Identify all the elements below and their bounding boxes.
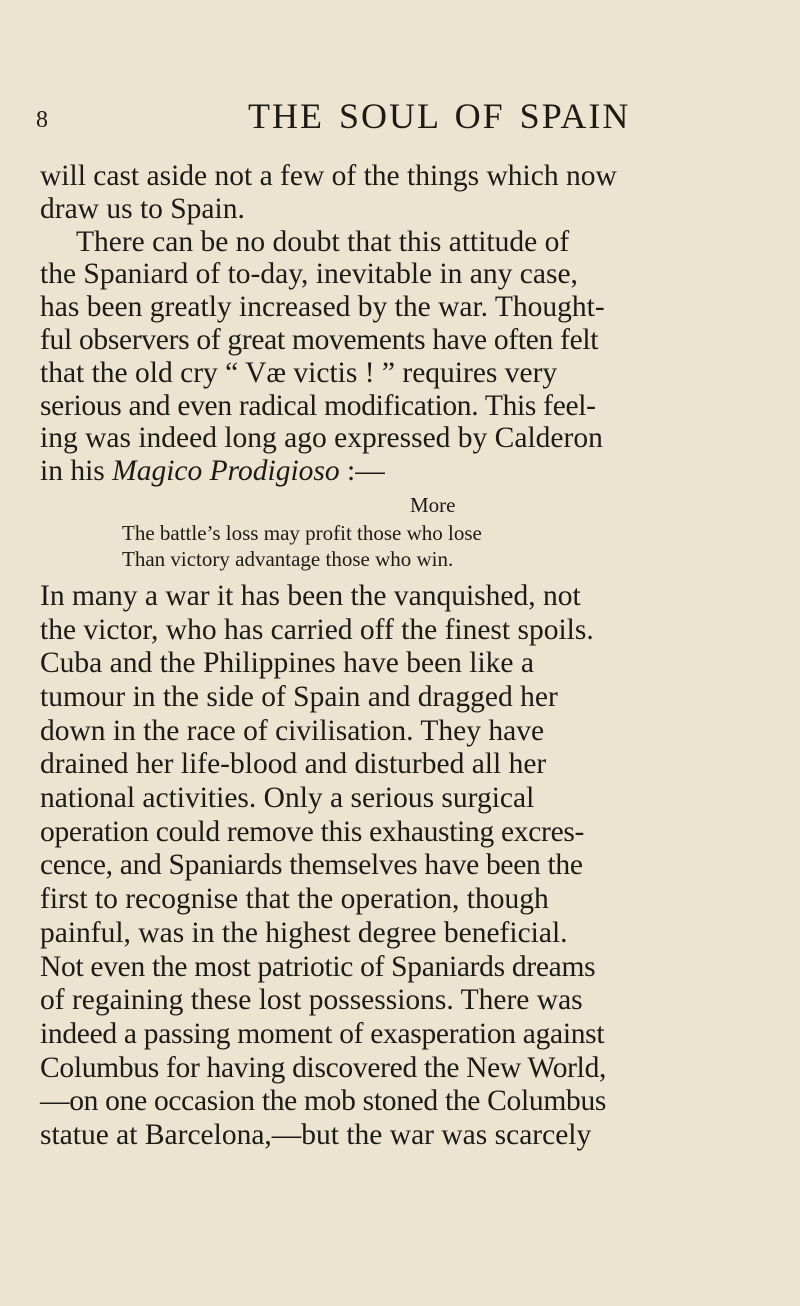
text-line: Columbus for having discovered the New World,	[40, 1051, 607, 1084]
text-line: indeed a passing moment of exasperation against	[40, 1017, 605, 1050]
text-line: has been greatly increased by the war. Thought-	[40, 291, 605, 324]
text-line: Not even the most patriotic of Spaniards dreams	[40, 950, 596, 983]
text-line: —on one occasion the mob stoned the Columbus	[40, 1085, 607, 1118]
text-line: painful, was in the highest degree beneficial.	[40, 916, 568, 949]
text-line-with-title	[40, 455, 760, 488]
text-line: that the old cry “ Væ victis ! ” requires very	[40, 356, 558, 389]
text-line: will cast aside not a few of the things which now	[40, 160, 617, 192]
text-line: There can be no doubt that this attitude of	[76, 225, 570, 258]
text-line: statue at Barcelona,—but the war was scarcely	[40, 1118, 592, 1151]
text-line: the victor, who has carried off the finest spoils.	[40, 613, 594, 646]
text-line: national activities. Only a serious surgical	[40, 782, 535, 815]
text-line: down in the race of civilisation. They have	[40, 714, 545, 747]
block-quote	[40, 492, 760, 572]
text-line: drained her life-blood and disturbed all her	[40, 748, 547, 781]
work-title: Magico Prodigioso	[112, 455, 340, 488]
text-line: In many a war it has been the vanquished, not	[40, 579, 581, 612]
paragraph-continuation	[40, 160, 760, 226]
text-line: ful observers of great movements have often felt	[40, 323, 599, 356]
quote-line: The battle’s loss may profit those who lose	[122, 520, 482, 545]
text-line: tumour in the side of Spain and dragged her	[40, 681, 558, 714]
text-line: Cuba and the Philippines have been like a	[40, 647, 534, 680]
quote-line: Than victory advantage those who win.	[122, 546, 454, 571]
paragraph-calderon	[40, 226, 760, 488]
text-line: of regaining these lost possessions. There was	[40, 984, 583, 1017]
text-line: cence, and Spaniards themselves have been the	[40, 849, 583, 882]
body-text	[40, 160, 760, 1153]
text-line: draw us to Spain.	[40, 192, 245, 225]
page-number: 8	[36, 107, 48, 133]
running-head	[0, 96, 800, 140]
text-line: ing was indeed long ago expressed by Calderon	[40, 422, 603, 455]
text-line: first to recognise that the operation, though	[40, 883, 549, 916]
running-title: THE SOUL OF SPAIN	[248, 96, 631, 136]
paragraph-vanquished	[40, 580, 760, 1153]
text-line: serious and even radical modification. This feel-	[40, 389, 596, 422]
text-line: operation could remove this exhausting excres-	[40, 815, 585, 848]
quote-heading: More	[410, 492, 456, 517]
text-fragment: :—	[339, 455, 385, 488]
text-fragment: in his	[40, 455, 113, 488]
text-line: the Spaniard of to-day, inevitable in any case,	[40, 258, 578, 291]
